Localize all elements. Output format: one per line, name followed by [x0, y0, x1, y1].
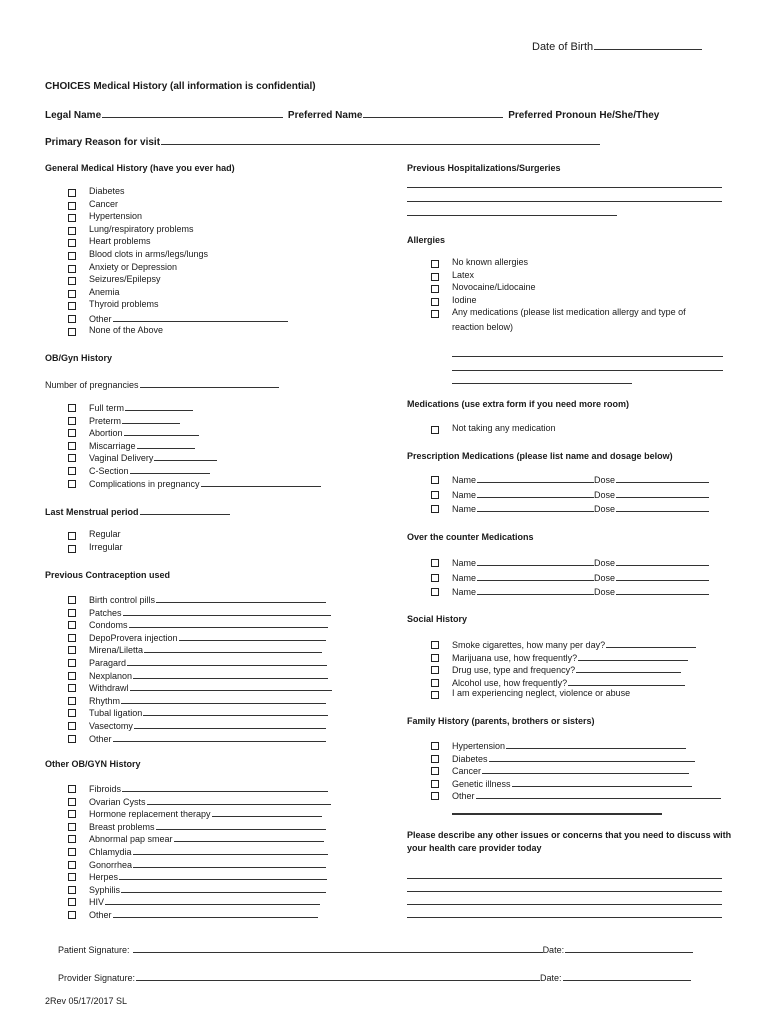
medication-dose-field[interactable]: [616, 585, 709, 595]
general-history-heading: General Medical History (have you ever had): [45, 163, 235, 173]
checkbox[interactable]: [431, 260, 439, 268]
pregnancies-row: Number of pregnancies: [45, 378, 279, 391]
answer-field[interactable]: [576, 663, 681, 673]
checkbox-label: Ovarian Cysts: [89, 795, 331, 808]
medication-name-field[interactable]: [477, 585, 594, 595]
checkbox[interactable]: [68, 785, 76, 793]
checkbox[interactable]: [68, 429, 76, 437]
date-of-birth-label: Date of Birth: [532, 40, 702, 54]
answer-field[interactable]: [154, 451, 217, 461]
patient-signature-row: Patient Signature: Date:: [58, 943, 693, 956]
medication-dose-field[interactable]: [616, 556, 709, 566]
revision-footer: 2Rev 05/17/2017 SL: [45, 996, 128, 1006]
checkbox[interactable]: [68, 290, 76, 298]
provider-date-field[interactable]: [563, 971, 691, 981]
checkbox-label: None of the Above: [89, 324, 164, 335]
medication-name-field[interactable]: [477, 571, 594, 581]
checkbox[interactable]: [431, 310, 439, 318]
checkbox[interactable]: [68, 189, 76, 197]
checkbox[interactable]: [431, 679, 439, 687]
checkbox[interactable]: [68, 835, 76, 843]
checkbox-label: Rhythm: [89, 694, 326, 707]
checkbox[interactable]: [68, 697, 76, 705]
answer-field[interactable]: [156, 820, 326, 830]
checkbox-label: Chlamydia: [89, 845, 328, 858]
answer-field[interactable]: [201, 477, 321, 487]
checkbox-label: Vasectomy: [89, 719, 326, 732]
checkbox-label: Complications in pregnancy: [89, 477, 321, 490]
reason-for-visit-row: Primary Reason for visit: [45, 135, 600, 149]
answer-field[interactable]: [156, 593, 326, 603]
medication-label: Name Dose: [452, 502, 709, 515]
checkbox-label: Patches: [89, 606, 331, 619]
medication-name-field[interactable]: [477, 502, 594, 512]
answer-field[interactable]: [105, 895, 320, 905]
answer-field[interactable]: [122, 414, 180, 424]
medication-label: Name Dose: [452, 571, 709, 584]
checkbox[interactable]: [68, 609, 76, 617]
checkbox-label: Genetic illness: [452, 777, 692, 790]
answer-field[interactable]: [121, 883, 326, 893]
checkbox[interactable]: [68, 545, 76, 553]
answer-field[interactable]: [119, 870, 327, 880]
answer-field[interactable]: [129, 618, 328, 628]
answer-field[interactable]: [130, 681, 332, 691]
checkbox-label: Other: [452, 789, 721, 802]
checkbox[interactable]: [431, 559, 439, 567]
answer-field[interactable]: [113, 908, 318, 918]
checkbox-label: Marijuana use, how frequently?: [452, 651, 688, 664]
answer-field[interactable]: [489, 752, 695, 762]
checkbox-label: Anemia: [89, 286, 120, 297]
hospitalizations-line[interactable]: [407, 215, 617, 216]
answer-field[interactable]: [147, 795, 331, 805]
medications-heading: Medications (use extra form if you need more room): [407, 399, 630, 409]
checkbox-label: Regular: [89, 529, 121, 539]
answer-field[interactable]: [113, 732, 326, 742]
medication-label: Name Dose: [452, 556, 709, 569]
checkbox-label: Thyroid problems: [89, 299, 159, 310]
patient-signature-field[interactable]: [133, 943, 543, 953]
otc-heading: Over the counter Medications: [407, 532, 534, 542]
hospitalizations-line[interactable]: [407, 201, 722, 202]
checkbox[interactable]: [431, 767, 439, 775]
checkbox[interactable]: [68, 735, 76, 743]
checkbox[interactable]: [68, 239, 76, 247]
checkbox-label: Other: [89, 312, 288, 325]
prescription-heading: Prescription Medications (please list name and dosage below): [407, 451, 673, 461]
medication-dose-field[interactable]: [616, 473, 709, 483]
checkbox-label: Mirena/Liletta: [89, 643, 322, 656]
legal-name-row: Legal Name Preferred Name Preferred Pronoun He/She/They: [45, 110, 660, 121]
checkbox-label: Lung/respiratory problems: [89, 223, 194, 234]
checkbox[interactable]: [68, 315, 76, 323]
checkbox-label: Other: [89, 908, 318, 921]
checkbox[interactable]: [431, 298, 439, 306]
checkbox[interactable]: [68, 532, 76, 540]
checkbox-label: Blood clots in arms/legs/lungs: [89, 249, 209, 259]
allergy-line[interactable]: [452, 370, 723, 371]
checkbox[interactable]: [68, 404, 76, 412]
checkbox-label: Full term: [89, 401, 193, 414]
checkbox[interactable]: [68, 252, 76, 260]
checkbox[interactable]: [431, 588, 439, 596]
answer-field[interactable]: [143, 706, 328, 716]
checkbox[interactable]: [431, 780, 439, 788]
answer-field[interactable]: [133, 845, 328, 855]
checkbox[interactable]: [431, 666, 439, 674]
answer-field[interactable]: [122, 782, 328, 792]
checkbox-label: Smoke cigarettes, how many per day?: [452, 638, 696, 651]
checkbox[interactable]: [68, 454, 76, 462]
checkbox-label: Hormone replacement therapy: [89, 807, 322, 820]
answer-field[interactable]: [130, 464, 210, 474]
checkbox-label: Withdrawl: [89, 681, 332, 694]
checkbox[interactable]: [431, 285, 439, 293]
answer-field[interactable]: [133, 858, 326, 868]
checkbox-label: Alcohol use, how frequently?: [452, 676, 685, 689]
answer-field[interactable]: [606, 638, 696, 648]
checkbox[interactable]: [431, 476, 439, 484]
checkbox[interactable]: [68, 873, 76, 881]
answer-field[interactable]: [137, 439, 195, 449]
answer-field[interactable]: [134, 719, 326, 729]
checkbox[interactable]: [68, 265, 76, 273]
obgyn-heading: OB/Gyn History: [45, 353, 113, 363]
checkbox-label: Miscarriage: [89, 439, 195, 452]
concerns-line[interactable]: [407, 891, 722, 892]
checkbox-label: Gonorrhea: [89, 858, 326, 871]
checkbox[interactable]: [68, 898, 76, 906]
checkbox-label: Nexplanon: [89, 669, 328, 682]
checkbox-label: Condoms: [89, 618, 328, 631]
answer-field[interactable]: [125, 401, 193, 411]
lmp-row: Last Menstrual period: [45, 505, 230, 518]
checkbox-label: Hypertension: [452, 739, 686, 752]
checkbox[interactable]: [68, 480, 76, 488]
concerns-line[interactable]: [407, 917, 722, 918]
checkbox-label: Irregular: [89, 541, 123, 552]
checkbox[interactable]: [68, 709, 76, 717]
concerns-prompt-2: your health care provider today: [407, 843, 542, 853]
checkbox[interactable]: [68, 302, 76, 310]
medication-dose-field[interactable]: [616, 502, 709, 512]
checkbox-label: Iodine: [452, 294, 477, 305]
medication-dose-field[interactable]: [616, 488, 709, 498]
hospitalizations-line[interactable]: [407, 187, 722, 188]
answer-field[interactable]: [476, 789, 721, 799]
provider-signature-field[interactable]: [136, 971, 540, 981]
concerns-line[interactable]: [407, 904, 722, 905]
checkbox-label: Tubal ligation: [89, 706, 328, 719]
answer-field[interactable]: [179, 631, 326, 641]
checkbox-label: Diabetes: [89, 186, 125, 196]
medication-name-field[interactable]: [477, 556, 594, 566]
allergy-line[interactable]: [452, 383, 632, 384]
checkbox[interactable]: [68, 684, 76, 692]
checkbox[interactable]: [68, 672, 76, 680]
checkbox[interactable]: [68, 442, 76, 450]
checkbox-label: Abortion: [89, 426, 199, 439]
checkbox[interactable]: [431, 654, 439, 662]
checkbox-label: Cancer: [452, 764, 689, 777]
answer-field[interactable]: [127, 656, 327, 666]
checkbox-label: Drug use, type and frequency?: [452, 663, 681, 676]
medication-label: Name Dose: [452, 488, 709, 501]
checkbox-label: Heart problems: [89, 236, 151, 247]
medication-name-field[interactable]: [477, 473, 594, 483]
checkbox[interactable]: [68, 886, 76, 894]
checkbox[interactable]: [431, 742, 439, 750]
checkbox-label: Fibroids: [89, 782, 328, 795]
preferred-name-field[interactable]: [363, 108, 503, 118]
checkbox[interactable]: [431, 491, 439, 499]
checkbox-label: I am experiencing neglect, violence or abuse: [452, 688, 631, 699]
checkbox[interactable]: [68, 214, 76, 222]
checkbox-label: Paragard: [89, 656, 327, 669]
checkbox-label: HIV: [89, 895, 320, 908]
answer-field[interactable]: [123, 606, 331, 616]
answer-field[interactable]: [482, 764, 689, 774]
family-history-heading: Family History (parents, brothers or sisters): [407, 716, 595, 726]
checkbox[interactable]: [68, 277, 76, 285]
checkbox-label: Any medications (please list medication allergy and type of: [452, 307, 686, 318]
contraception-heading: Previous Contraception used: [45, 570, 171, 580]
checkbox[interactable]: [431, 574, 439, 582]
answer-field[interactable]: [144, 643, 322, 653]
checkbox-label: Hypertension: [89, 211, 143, 222]
answer-field[interactable]: [512, 777, 692, 787]
answer-field[interactable]: [124, 426, 199, 436]
social-history-heading: Social History: [407, 614, 468, 624]
checkbox[interactable]: [68, 861, 76, 869]
checkbox-label: Other: [89, 732, 326, 745]
checkbox[interactable]: [68, 659, 76, 667]
checkbox-label: Latex: [452, 269, 475, 280]
provider-signature-row: Provider Signature: Date:: [58, 971, 691, 984]
checkbox-label: C-Section: [89, 464, 210, 477]
family-other-line[interactable]: [452, 813, 662, 815]
checkbox[interactable]: [431, 792, 439, 800]
checkbox-label: Diabetes: [452, 752, 695, 765]
checkbox[interactable]: [68, 596, 76, 604]
checkbox[interactable]: [68, 621, 76, 629]
checkbox[interactable]: [431, 691, 439, 699]
medication-name-field[interactable]: [477, 488, 594, 498]
checkbox[interactable]: [68, 202, 76, 210]
checkbox-label: Birth control pills: [89, 593, 326, 606]
pregnancies-field[interactable]: [140, 378, 279, 388]
checkbox-label: Syphilis: [89, 883, 326, 896]
concerns-prompt-1: Please describe any other issues or concerns that you need to discuss with: [407, 830, 732, 840]
answer-field[interactable]: [174, 832, 324, 842]
checkbox[interactable]: [68, 646, 76, 654]
answer-field[interactable]: [133, 669, 328, 679]
checkbox-label: Cancer: [89, 198, 119, 209]
checkbox-label: DepoProvera injection: [89, 631, 326, 644]
allergy-continuation: reaction below): [452, 322, 514, 332]
checkbox[interactable]: [431, 641, 439, 649]
hospitalizations-heading: Previous Hospitalizations/Surgeries: [407, 163, 561, 173]
checkbox-label: Vaginal Delivery: [89, 451, 217, 464]
legal-name-field[interactable]: [102, 108, 283, 118]
checkbox-label: No known allergies: [452, 257, 529, 267]
concerns-line[interactable]: [407, 878, 722, 879]
checkbox[interactable]: [68, 722, 76, 730]
checkbox[interactable]: [68, 810, 76, 818]
checkbox[interactable]: [68, 848, 76, 856]
checkbox-label: Anxiety or Depression: [89, 261, 178, 272]
medication-dose-field[interactable]: [616, 571, 709, 581]
checkbox[interactable]: [68, 634, 76, 642]
checkbox[interactable]: [68, 328, 76, 336]
answer-field[interactable]: [568, 676, 685, 686]
reason-for-visit-field[interactable]: [161, 135, 600, 145]
checkbox[interactable]: [68, 798, 76, 806]
checkbox-label: Breast problems: [89, 820, 326, 833]
medication-label: Name Dose: [452, 585, 709, 598]
patient-date-field[interactable]: [565, 943, 693, 953]
medication-label: Name Dose: [452, 473, 709, 486]
checkbox[interactable]: [68, 911, 76, 919]
checkbox-label: Novocaine/Lidocaine: [452, 282, 536, 293]
other-obgyn-heading: Other OB/GYN History: [45, 759, 141, 769]
checkbox[interactable]: [431, 505, 439, 513]
checkbox-label: Seizures/Epilepsy: [89, 274, 161, 285]
lmp-field[interactable]: [140, 505, 230, 515]
answer-field[interactable]: [113, 312, 288, 322]
checkbox-label: Preterm: [89, 414, 180, 427]
answer-field[interactable]: [506, 739, 686, 749]
answer-field[interactable]: [212, 807, 322, 817]
checkbox[interactable]: [68, 227, 76, 235]
checkbox[interactable]: [431, 273, 439, 281]
date-of-birth-field[interactable]: [594, 40, 702, 50]
allergies-heading: Allergies: [407, 235, 446, 245]
checkbox[interactable]: [68, 823, 76, 831]
checkbox[interactable]: [431, 755, 439, 763]
checkbox-label: Herpes: [89, 870, 327, 883]
checkbox[interactable]: [68, 467, 76, 475]
checkbox[interactable]: [68, 417, 76, 425]
answer-field[interactable]: [578, 651, 688, 661]
allergy-line[interactable]: [452, 356, 723, 357]
form-title: CHOICES Medical History (all information is confidential): [45, 81, 316, 92]
checkbox-label: Abnormal pap smear: [89, 832, 324, 845]
answer-field[interactable]: [121, 694, 326, 704]
checkbox[interactable]: [431, 426, 439, 434]
